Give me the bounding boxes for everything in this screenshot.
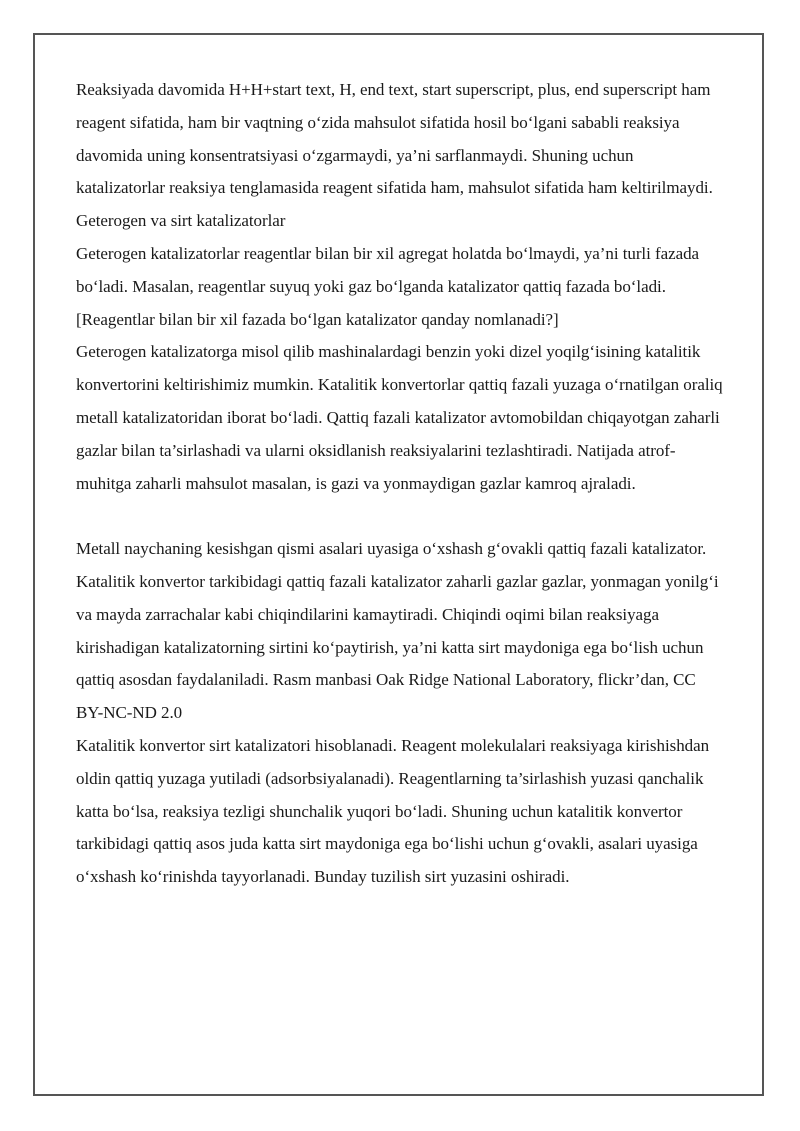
blank-line [76, 500, 724, 533]
paragraph-catalyst-intro: Reaksiyada davomida H+H+start text, H, end text, start superscript, plus, end superscript ham reagent sifatida, ham bir vaqtning o‘zida mahsulot sifatida hosil bo‘lgani sababli reaksiya davomida uning konsentratsiyasi o‘zgarmaydi, ya’ni sarflanmaydi. Shuning uchun katalizatorlar reaksiya tenglamasida reagent sifatida ham, mahsulot sifatida ham keltirilmaydi. [76, 80, 713, 198]
document-body [76, 74, 724, 894]
image-caption-description: Katalitik konvertor tarkibidagi qattiq fazali katalizator zaharli gazlar gazlar, yonmagan yonilg‘i va mayda zarrachalar kabi chiqindilarini kamaytiradi. Chiqindi oqimi bilan reaksiyaga kirishadigan katalizatorning sirtini ko‘paytirish, ya’ni katta sirt maydoniga ega bo‘lish uchun qattiq asosdan faydalaniladi. Rasm manbasi Oak Ridge National Laboratory, flickr’dan, CC BY-NC-ND 2.0 [76, 571, 719, 723]
paragraph-surface-catalyst: Katalitik konvertor sirt katalizatori hisoblanadi. Reagent molekulalari reaksiyaga kirishishdan oldin qattiq yuzaga yutiladi (adsorbsiyalanadi). Reagentlarning ta’sirlashish yuzasi qanchalik katta bo‘lsa, reaksiya tezligi shunchalik yuqori bo‘ladi. Shuning uchun katalitik konvertor tarkibidagi qattiq asos juda katta sirt maydoniga ega bo‘lishi uchun g‘ovakli, asalari uyasiga o‘xshash ko‘rinishda tayyorlanadi. Bunday tuzilish sirt yuzasini oshiradi. [76, 735, 710, 887]
question-prompt: [Reagentlar bilan bir xil fazada bo‘lgan katalizator qanday nomlanadi?] [76, 309, 559, 329]
section-heading: Geterogen va sirt katalizatorlar [76, 211, 286, 231]
image-caption-title: Metall naychaning kesishgan qismi asalari uyasiga o‘xshash g‘ovakli qattiq fazali katalizator. [76, 539, 707, 559]
paragraph-converter-example: Geterogen katalizatorga misol qilib mashinalardagi benzin yoki dizel yoqilg‘isining katalitik konvertorini keltirishimiz mumkin. Katalitik konvertorlar qattiq fazali yuzaga o‘rnatilgan oraliq metall katalizatoridan iborat bo‘ladi. Qattiq fazali katalizator avtomobildan chiqayotgan zaharli gazlar bilan ta’sirlashadi va ularni oksidlanish reaksiyalarini tezlashtiradi. Natijada atrof-muhitga zaharli mahsulot masalan, is gazi va yonmaydigan gazlar kamroq ajraladi. [76, 342, 723, 493]
paragraph-heterogeneous-definition: Geterogen katalizatorlar reagentlar bilan bir xil agregat holatda bo‘lmaydi, ya’ni turli fazada bo‘ladi. Masalan, reagentlar suyuq yoki gaz bo‘lganda katalizator qattiq fazada bo‘ladi. [76, 243, 700, 296]
